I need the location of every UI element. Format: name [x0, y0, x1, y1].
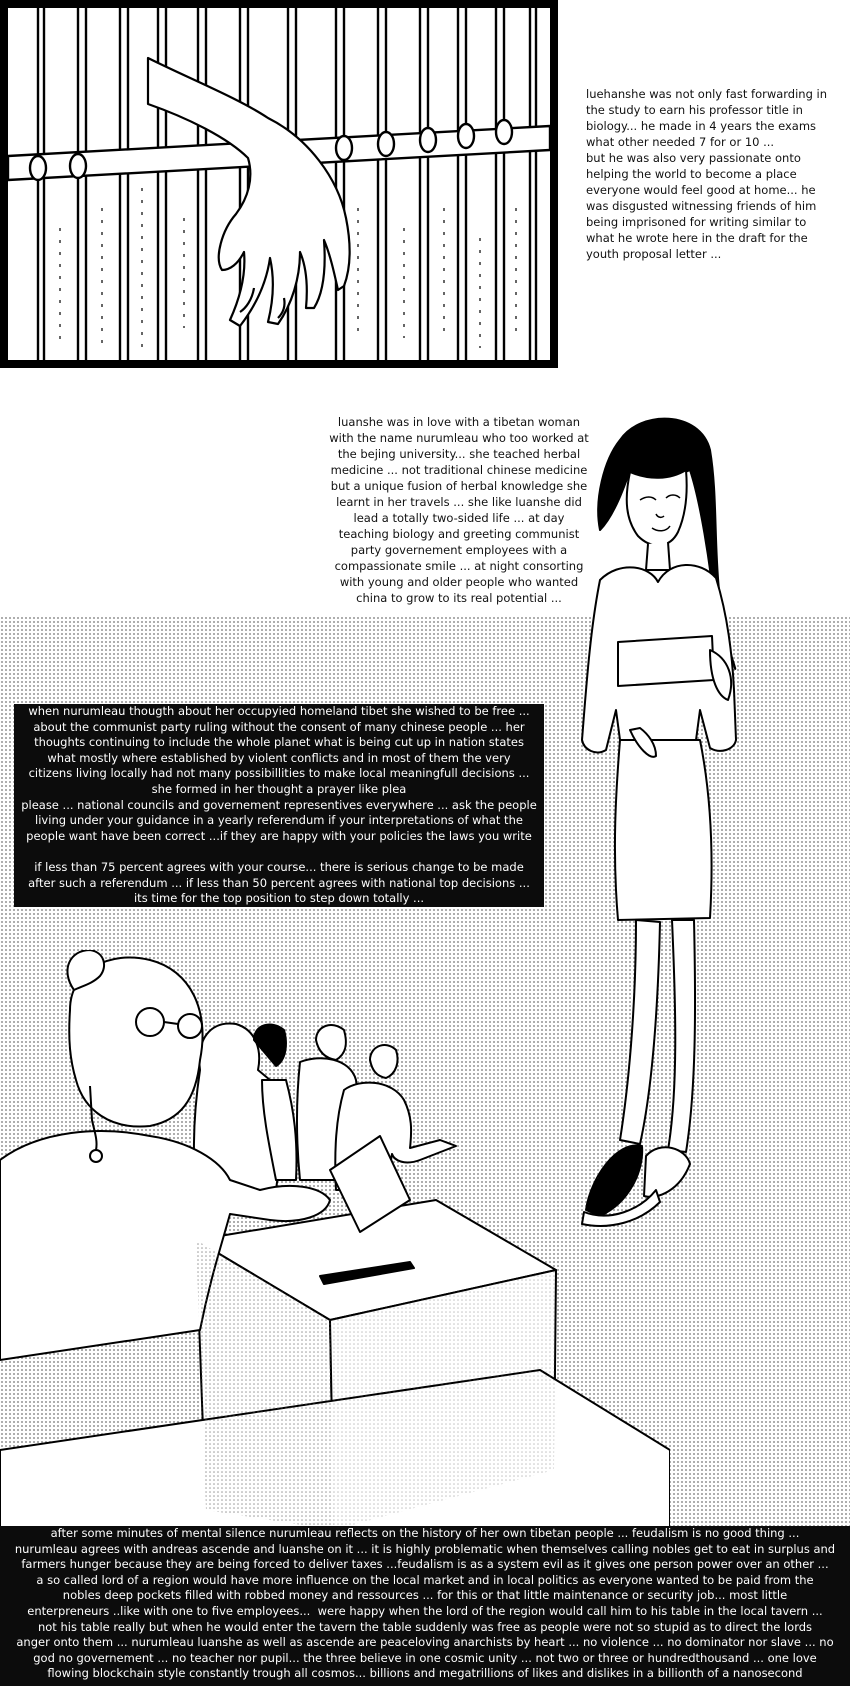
voting-scene-illustration — [0, 950, 670, 1530]
panel4-caption: after some minutes of mental silence nurumleau reflects on the history of her own tibetan people ... feudalism is no good thing ... nurumleau agrees with andreas ascende and luanshe on it ... it is highly problematic when themselves calling nobles get to eat in surplus and farmers hunger because they are being forced to deliver taxes ...feudalism is as a system evil as it gives one person power over an other ... a so called lord of a region would have more influence on the local market and in local politics as everyone wanted to be paid from the nobles deep pockets filled with robbed money and ressources ... for this or that little maintenance or security job... most little enterpreneurs ..like with one to five employees... were happy when the lord of the region would call him to his table in the local tavern ... not his table really but when he would enter the tavern the table suddenly was free as people were not so stupid as to direct the lords anger onto them ... nurumleau luanshe as well as ascende are peaceloving anarchists by heart ... no violence ... no dominator nor slave ... no god no governement ... no teacher nor pupil... the three believe in one cosmic unity ... not two or three or hundredthousand ... one love flowing blockchain style constantly trough all cosmos... billions and megatrillions of likes and dislikes in a billionth of a nanosecond — [0, 1526, 850, 1686]
panel2-caption: luanshe was in love with a tibetan woman with the name nurumleau who too worked at the bejing university... she teached herbal medicine ... not traditional chinese medicine but a unique fusion of herbal knowledge she learnt in her travels ... she like luanshe did lead a totally two-sided life ... at day teaching biology and greeting communist party governement employees with a compassionate smile ... at night consorting with young and older people who wanted china to grow to its real potential ... — [329, 415, 593, 605]
hand-through-bars-illustration — [8, 8, 550, 360]
prison-bars-panel — [0, 0, 558, 368]
panel3-caption: when nurumleau thougth about her occupyied homeland tibet she wished to be free ... about the communist party ruling without the consent of many chinese people ... her thoughts continuing to include the whole planet what is being cut up in nation states what mostly where established by violent conflicts and in most of them the very citizens living locally had not many possibillities to make local meaningfull decisions ... she formed in her thought a prayer like plea please ... national councils and governement representives everywhere ... ask the people living under your guidance in a yearly referendum if your interpretations of what the people want have been correct ...if they are happy with your policies the laws you write if less than 75 percent agrees with your course... there is serious change to be made after such a referendum ... if less than 50 percent agrees with national top decisions ... its time for the top position to step down totally ... — [14, 704, 544, 907]
panel1-caption: luehanshe was not only fast forwarding in the study to earn his professor title in biology... he made in 4 years the exams what other needed 7 for or 10 ... but he was also very passionate onto helping the world to become a place everyone would feel good at home... he was disgusted witnessing friends of him being imprisoned for writing similar to what he wrote here in the draft for the youth proposal letter ... — [586, 87, 828, 261]
